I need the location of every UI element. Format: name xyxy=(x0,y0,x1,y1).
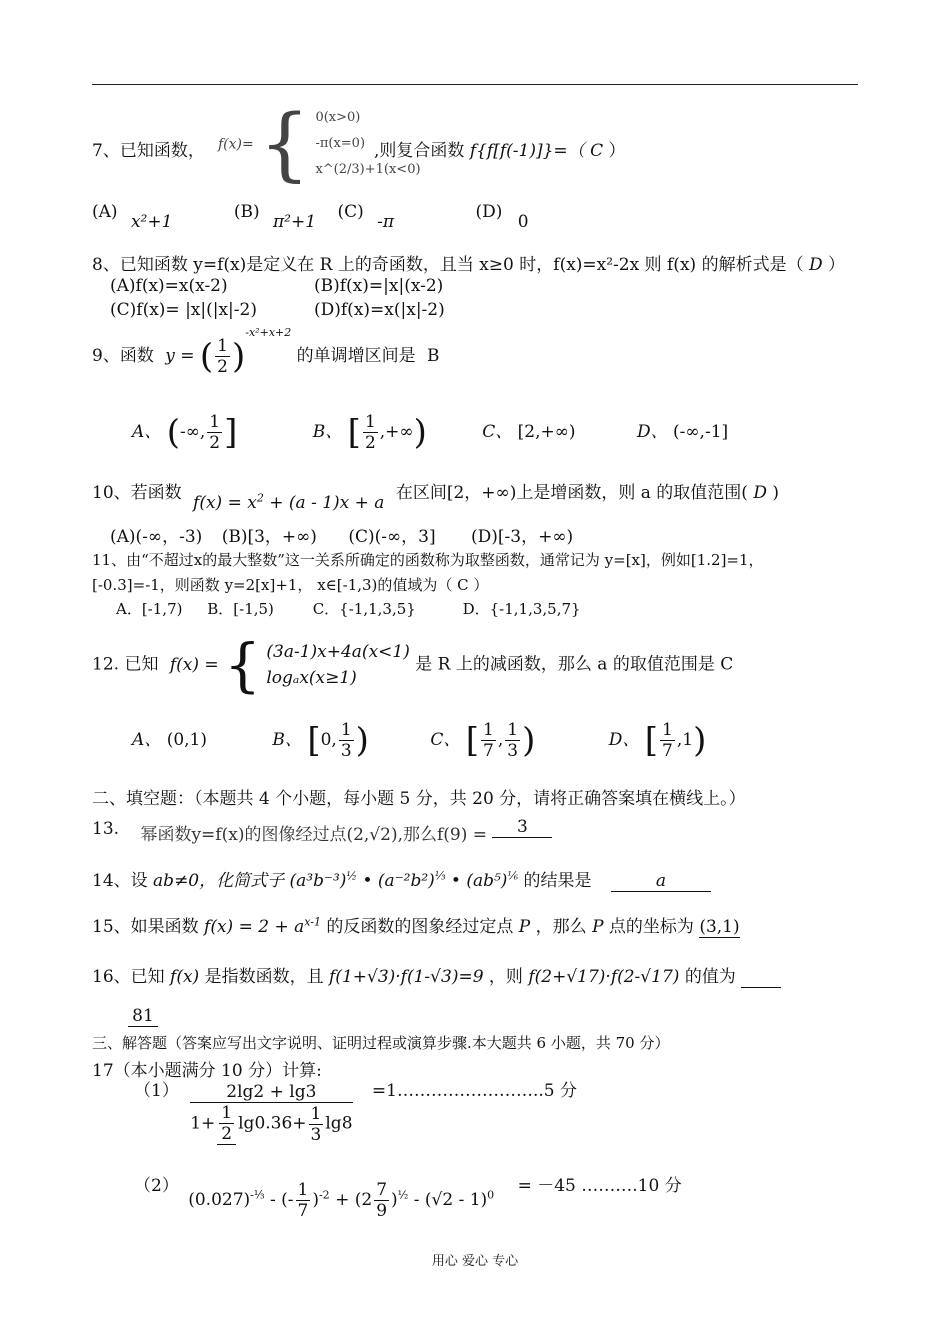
q12-stem: 12. 已知 f(x) = { (3a-1)x+4a(x<1) logₐx(x≥1) 是 R 上的减函数，那么 a 的取值范围是 C xyxy=(92,631,734,699)
q15: 15、如果函数 $f(x) = 2 + a^{x-1}$ 的反函数的图象经过定点 P ，那么 P 点的坐标为 (3,1) xyxy=(92,915,740,937)
q8-opt-c: (C)f(x)= |x|(|x|-2) xyxy=(110,300,257,320)
page-footer: 用心 爱心 专心 xyxy=(431,1254,519,1269)
q7-options: (A) x²+1 (B) π²+1 (C) -π (D) 0 xyxy=(92,202,529,232)
q11-options: A．[-1,7) B．[-1,5) C．{-1,1,3,5} D．{-1,1,3,5,7} xyxy=(116,600,581,618)
q8-opt-d: (D)f(x)=x(|x|-2) xyxy=(314,300,445,320)
q9-options: A、 (-∞, $\frac{1}{2}$ ] B、 [ $\frac{1}{2}$ ,+∞) C、 [2,+∞) D、 (-∞,-1] xyxy=(132,412,729,453)
q8-opt-b: (B)f(x)=|x|(x-2) xyxy=(314,276,444,296)
q12-options: A、 (0,1) B、 [0, $\frac{1}{3}$ ) C、 [ $\frac{1}{7}$ , $\frac{1}{3}$ ) D、 [ $\frac{1}{7}$ ,1) xyxy=(132,720,707,761)
q10-options: (A)(-∞，-3) (B)[3，+∞) (C)(-∞，3] (D)[-3，+∞) xyxy=(110,527,574,547)
section-2-title: 二、填空题：（本题共 4 个小题，每小题 5 分，共 20 分，请将正确答案填在横线上。） xyxy=(92,789,746,809)
q9-stem: 9、函数 y = ( $\frac{1}{2}$ )$^{-x^2+x+2}$ 的单调增区间是 B xyxy=(92,326,440,377)
q11-line2: [-0.3]=-1，则函数 y=2[x]+1， x∈[-1,3)的值域为（ C ） xyxy=(92,576,489,594)
q16: 16、已知 f(x) 是指数函数，且 f(1+√3)·f(1-√3)=9 ，则 f(2+√17)·f(2-√17) 的值为 xyxy=(92,962,781,988)
q17-stem: 17（本小题满分 10 分）计算: xyxy=(92,1061,322,1081)
q17-part2: （2） $(0.027)^{-\frac{1}{3}}$ - (- $\frac{1}{7}$ )$^{-2}$ + (2 $\frac{7}{9}$ )$^{\frac{1}{2}}$ - (√2 - 1)$^0$ = －45 ……….10 分 xyxy=(134,1176,682,1221)
q13: 13. 幂函数y=f(x)的图像经过点(2,√2),那么f(9) = 3 xyxy=(92,814,552,840)
q8-opt-a: (A)f(x)=x(x-2) xyxy=(110,276,228,296)
q11-line1: 11、由“不超过x的最大整数”这一关系所确定的函数称为取整函数，通常记为 y=[x]，例如[1.2]=1， xyxy=(92,551,764,569)
q17-part1: （1） 2lg2 + lg3 1+ $\frac{1}{2}$ lg0.36+ $\frac{1}{3}$ lg8 =1……………………..5 分 xyxy=(134,1081,578,1145)
header-rule xyxy=(92,84,858,85)
q8-stem: 8、已知函数 y=f(x)是定义在 R 上的奇函数，且当 x≥0 时，f(x)=x²-2x 则 f(x) 的解析式是（ D ） xyxy=(92,255,846,275)
q7-composite: ,则复合函数 f{f[f(-1)]}=（ C ） xyxy=(374,141,626,161)
q7-stem: 7、已知函数， xyxy=(92,141,205,161)
q10-stem: 10、若函数 $f(x) = x^2 + (a - 1)x + a$ 在区间[2，+∞)上是增函数，则 a 的取值范围( D ) xyxy=(92,483,779,513)
q16-answer: 81 xyxy=(128,1006,158,1027)
q14: 14、设 ab≠0，化简式子 $(a^3b^{-3})^{\frac{1}{2}}$ • $(a^{-2}b^2)^{\frac{1}{3}}$ • $(ab^5)^{\frac{1}{6}}$ 的结果是 a xyxy=(92,866,711,892)
q7-function: f(x)= { 0(x>0) -π(x=0) x^(2/3)+1(x<0) xyxy=(218,97,421,190)
section-3-title: 三、解答题（答案应写出文字说明、证明过程或演算步骤.本大题共 6 小题，共 70 分） xyxy=(92,1034,670,1052)
